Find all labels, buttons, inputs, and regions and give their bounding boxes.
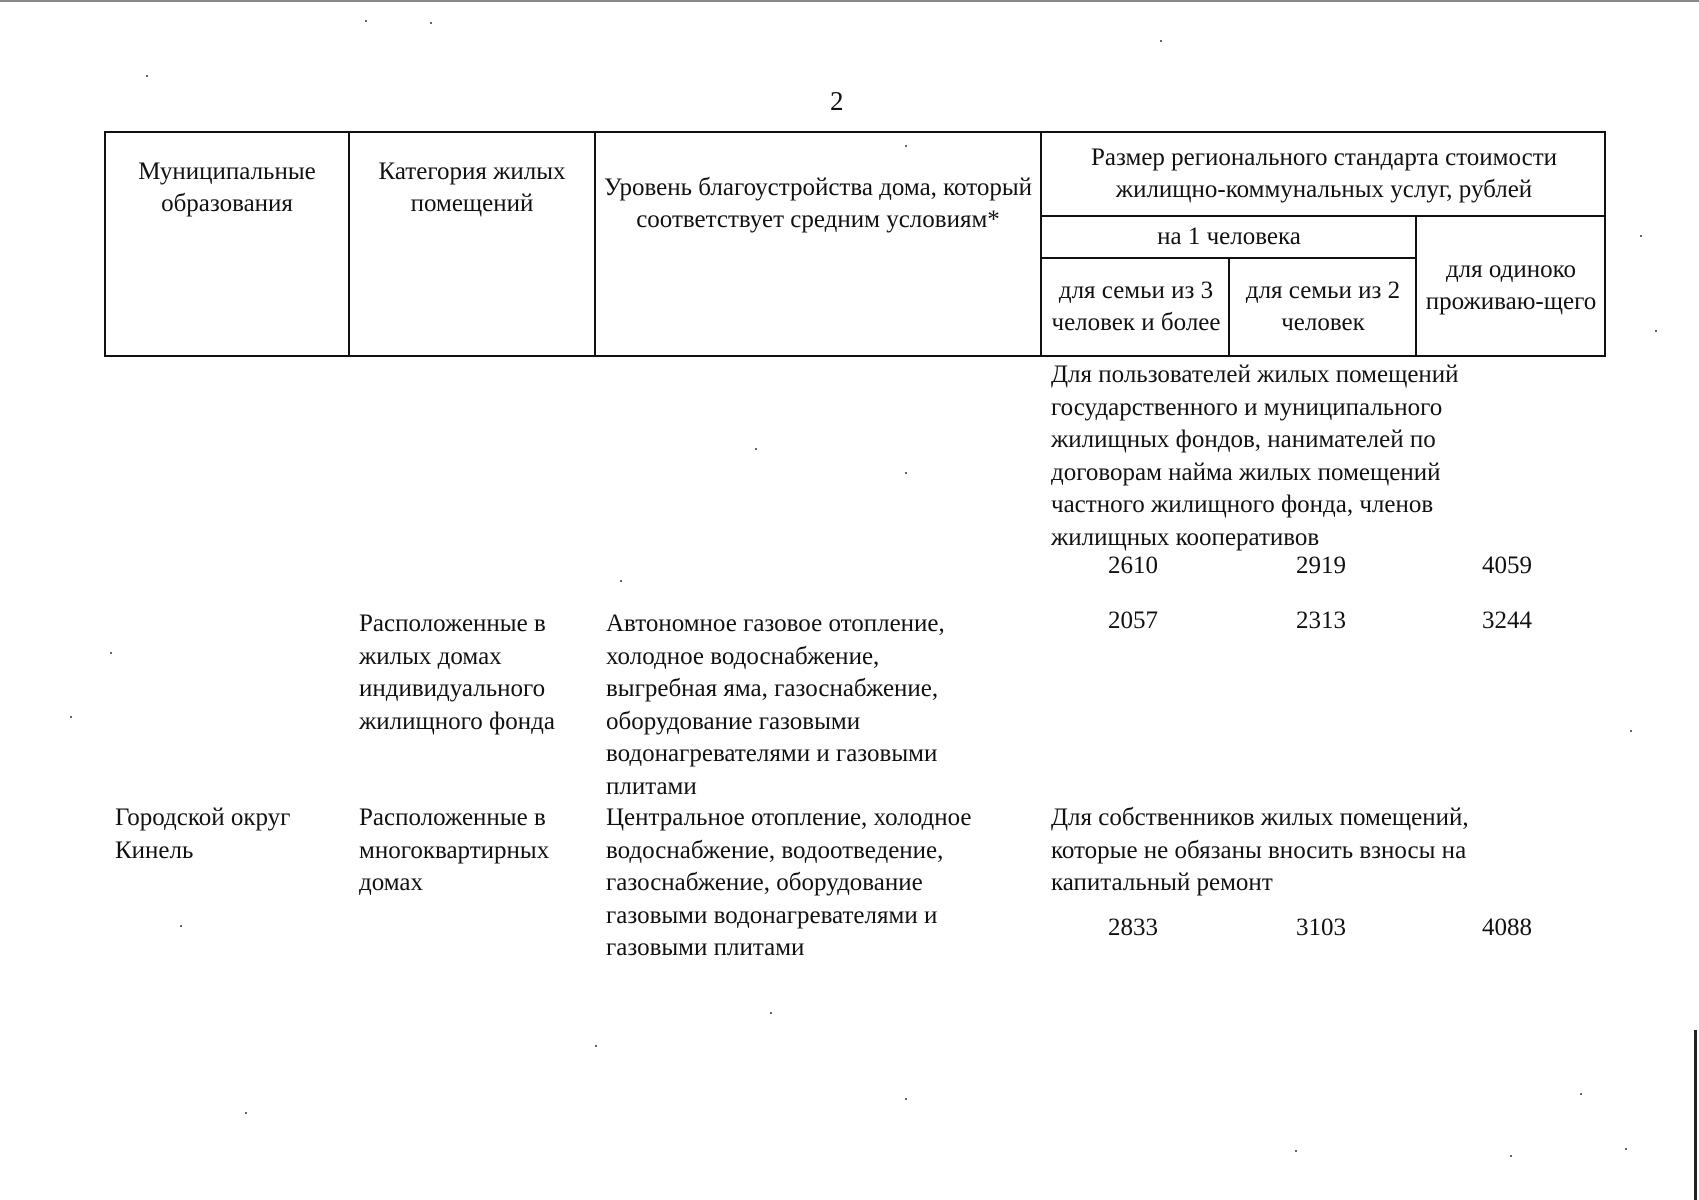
scan-speck <box>110 652 112 654</box>
scan-speck <box>430 22 432 24</box>
scan-edge-line <box>0 0 1699 2</box>
value-single: 4088 <box>1482 914 1532 941</box>
row-improvement-level: Центральное отопление, холодное водоснабжение, водоотведение, газоснабжение, оборудование газовыми водонагревателями и газовыми плитами <box>606 804 972 961</box>
scan-speck <box>595 1045 597 1047</box>
header-family-3: для семьи из 3 человек и более <box>1051 277 1221 336</box>
row-note: Для собственников жилых помещений, которые не обязаны вносить взносы на капитальный ремонт <box>1051 804 1469 896</box>
value-family-3: 2610 <box>1108 552 1158 579</box>
table-header <box>104 131 1606 357</box>
scan-speck <box>620 580 622 582</box>
value-family-2: 2919 <box>1296 552 1346 579</box>
value-single: 4059 <box>1482 552 1532 579</box>
scan-speck <box>905 472 907 474</box>
table-border-right <box>1604 131 1606 357</box>
scan-speck <box>1640 235 1642 237</box>
row-municipality: Городской округ Кинель <box>115 804 291 864</box>
scan-speck <box>245 1112 247 1114</box>
scan-speck <box>180 925 182 927</box>
scan-speck <box>146 75 148 77</box>
scan-speck <box>905 145 907 147</box>
row-improvement-level: Автономное газовое отопление, холодное водоснабжение, выгребная яма, газоснабжение, оборудование газовыми водонагревателями и газовыми плитами <box>606 610 945 800</box>
scan-speck <box>365 20 367 22</box>
scan-speck <box>770 1012 772 1014</box>
page-number: 2 <box>830 86 844 116</box>
scan-speck <box>1630 730 1632 732</box>
value-single: 3244 <box>1482 607 1532 634</box>
scan-speck <box>1510 1155 1512 1157</box>
table-border-bottom <box>104 355 1606 357</box>
scan-speck <box>1295 1150 1297 1152</box>
header-per-person: на 1 человека <box>1157 223 1301 250</box>
column-divider <box>1040 131 1042 357</box>
scan-speck <box>905 1098 907 1100</box>
table-border-top <box>104 131 1606 133</box>
value-family-3: 2833 <box>1108 914 1158 941</box>
header-category: Категория жилых помещений <box>378 158 566 217</box>
table-border-left <box>104 131 106 357</box>
header-improvement-level: Уровень благоустройства дома, который соответствует средним условиям* <box>604 174 1032 233</box>
column-divider <box>1415 215 1417 357</box>
row-category: Расположенные в многоквартирных домах <box>359 804 550 896</box>
column-divider <box>348 131 350 357</box>
row-category: Расположенные в жилых домах индивидуального жилищного фонда <box>359 610 555 735</box>
value-family-3: 2057 <box>1108 607 1158 634</box>
scan-speck <box>1655 330 1657 332</box>
scan-speck <box>1625 1148 1627 1150</box>
header-family-2: для семьи из 2 человек <box>1245 277 1401 336</box>
header-standard: Размер регионального стандарта стоимости жилищно-коммунальных услуг, рублей <box>1090 144 1558 203</box>
scan-speck <box>1160 40 1162 42</box>
scan-edge-line-right <box>1694 1030 1697 1200</box>
column-divider <box>1228 257 1230 357</box>
scan-speck <box>70 716 72 718</box>
header-single: для одиноко проживаю-щего <box>1425 256 1597 315</box>
value-family-2: 3103 <box>1296 914 1346 941</box>
header-municipality: Муниципальные образования <box>138 158 316 217</box>
row-note: Для пользователей жилых помещений государственного и муниципального жилищных фондов, нанимателей по договорам найма жилых помещений частного жилищного фонда, членов жилищных кооперативов <box>1051 361 1459 551</box>
scan-speck <box>755 448 757 450</box>
value-family-2: 2313 <box>1296 607 1346 634</box>
column-divider <box>594 131 596 357</box>
scan-speck <box>1580 1093 1582 1095</box>
